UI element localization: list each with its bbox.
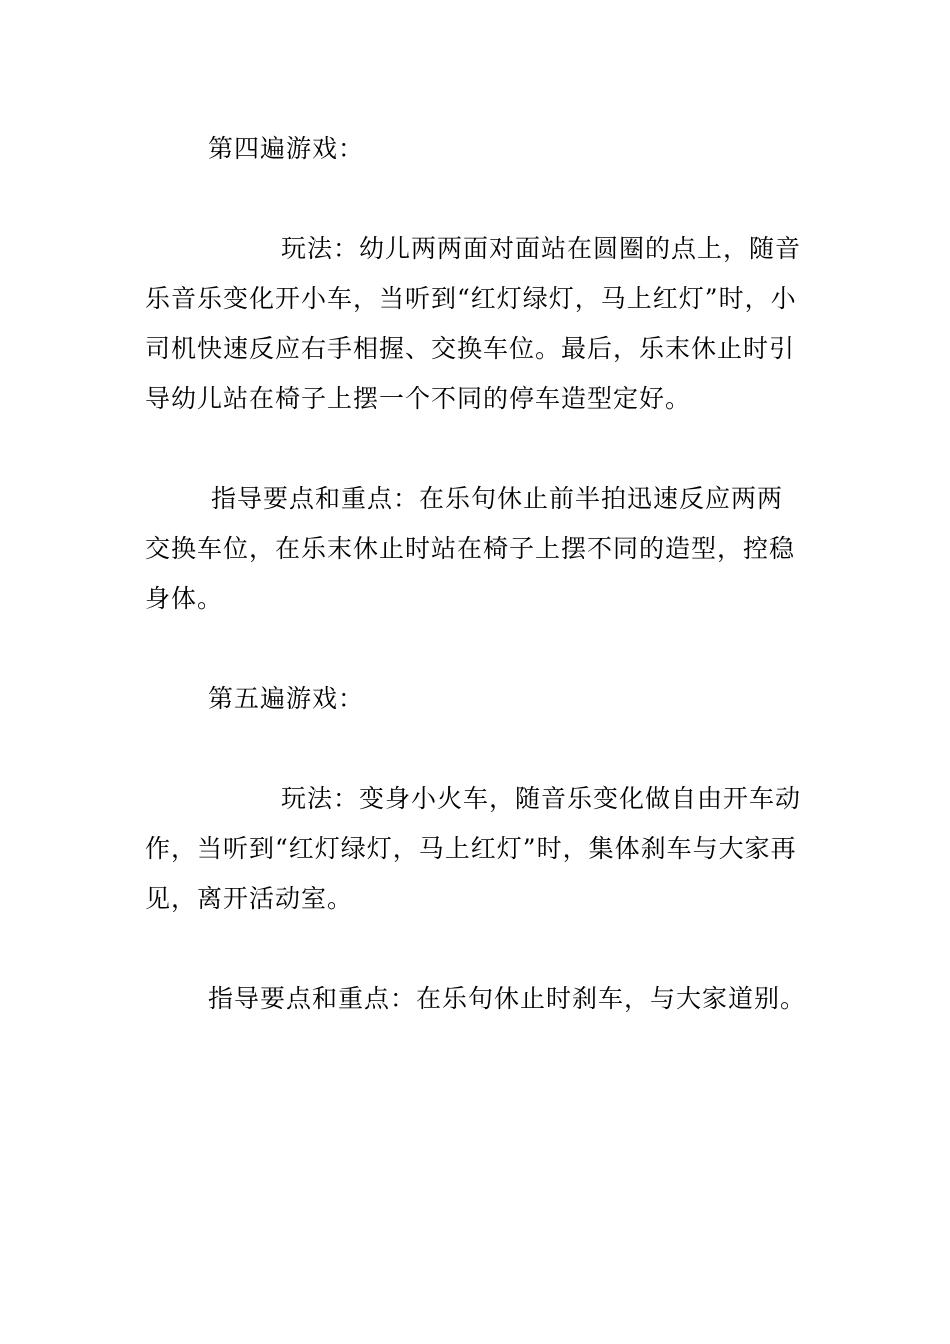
section-four-play-paragraph: 玩法：幼儿两两面对面站在圆圈的点上，随音乐音乐变化开小车，当听到“红灯绿灯，马上红灯”时，小司机快速反应右手相握、交换车位。最后，乐末休止时引导幼儿站在椅子上摆一个不同的停车造型定好。 <box>145 234 802 413</box>
section-five-heading: 第五遍游戏： <box>208 684 365 713</box>
section-four-heading: 第四遍游戏： <box>208 134 365 163</box>
section-four-guidance-paragraph: 指导要点和重点：在乐句休止前半拍迅速反应两两交换车位，在乐末休止时站在椅子上摆不同的造型，控稳身体。 <box>145 484 796 613</box>
section-five-play-paragraph: 玩法：变身小火车，随音乐变化做自由开车动作，当听到“红灯绿灯，马上红灯”时，集体刹车与大家再见，离开活动室。 <box>145 784 802 913</box>
section-five-guidance-paragraph: 指导要点和重点：在乐句休止时刹车，与大家道别。 <box>208 984 807 1013</box>
